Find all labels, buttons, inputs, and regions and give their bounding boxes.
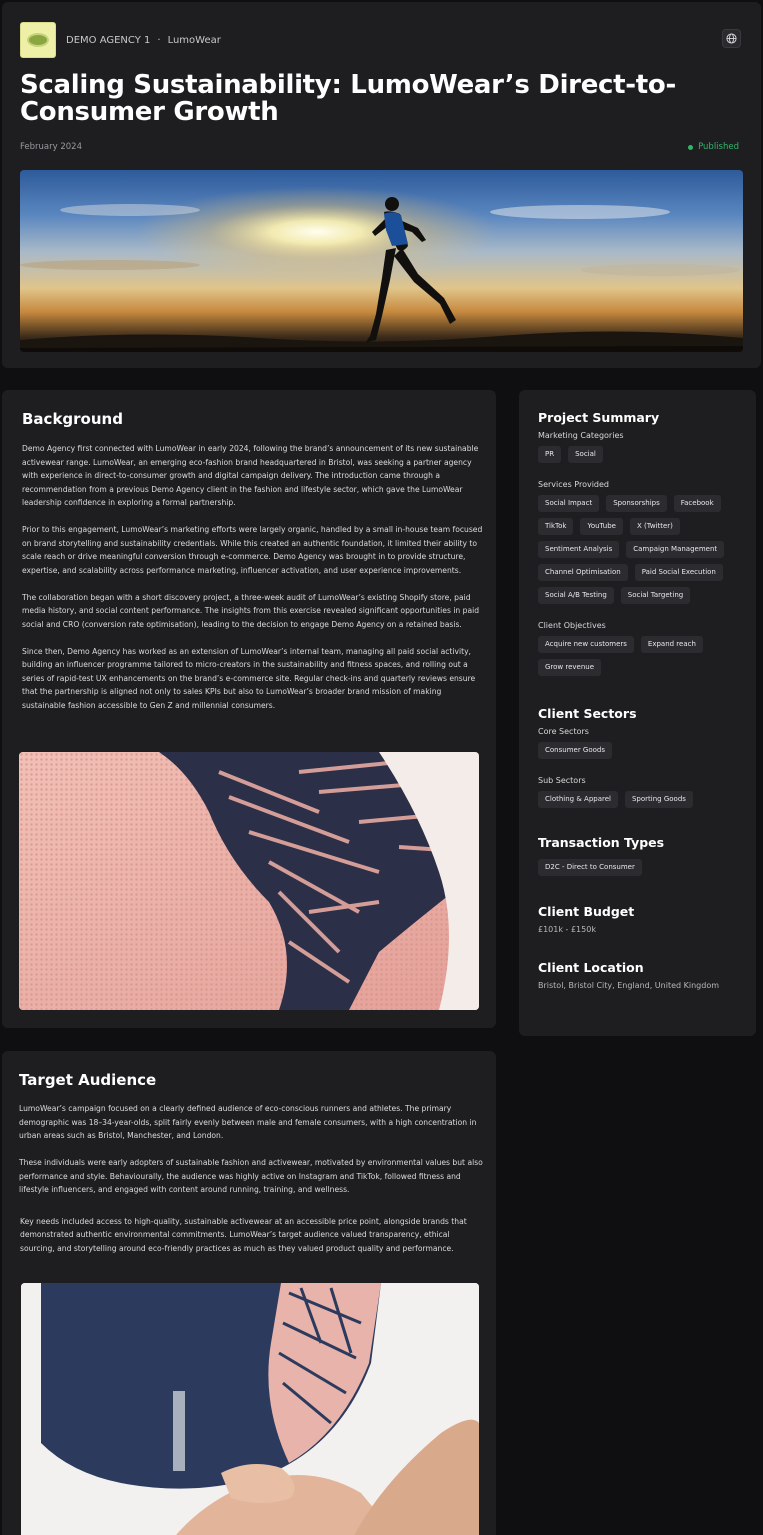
hero-image-runner	[20, 170, 743, 352]
target-paragraph-2: These individuals were early adopters of sustainable fashion and activewear, motivated by environmental values but also performance and style. Behaviourally, the audience was highly active on Instagram and TikTok, followed fitness and lifestyle influencers, and engaged with content around running, training, and wellness.	[19, 1158, 483, 1194]
agency-logo	[20, 22, 56, 58]
client-location-value: Bristol, Bristol City, England, United Kingdom	[538, 981, 720, 990]
client-sectors-heading: Client Sectors	[538, 706, 637, 721]
tag-service: Sentiment Analysis	[538, 541, 619, 558]
agency-name: DEMO AGENCY 1	[66, 34, 151, 46]
publish-date: February 2024	[20, 142, 82, 152]
core-sectors-label: Core Sectors	[538, 727, 589, 736]
client-objectives-tags	[538, 636, 748, 676]
fabric-detail-image	[19, 752, 479, 1010]
target-audience-section	[2, 1051, 496, 1535]
marketing-categories-label: Marketing Categories	[538, 431, 624, 440]
tag-service: Channel Optimisation	[538, 564, 628, 581]
page-title: Scaling Sustainability: LumoWear’s Direct-to-Consumer Growth	[20, 70, 676, 127]
tag-core-sector: Consumer Goods	[538, 742, 612, 759]
background-paragraph-4: Since then, Demo Agency has worked as an extension of LumoWear’s internal team, managing all paid social activity, building an influencer programme tailored to micro-creators in the sustainability and fitness spaces, and rolling out a series of rapid-test UX enhancements on the brand’s e-commerce site. Regular check-ins and quarterly reviews ensure that the partnership is aligned not only to sales KPIs but also to LumoWear’s broader brand mission of making sustainable fashion accessible to Gen Z and millennial consumers.	[22, 646, 476, 710]
brand-row	[20, 22, 221, 58]
tag-transaction-type: D2C - Direct to Consumer	[538, 859, 642, 876]
core-sectors-tags	[538, 742, 748, 759]
separator: ·	[157, 34, 161, 46]
background-heading: Background	[22, 410, 123, 428]
background-paragraph-1: Demo Agency first connected with LumoWear in early 2024, following the brand’s announcement of its new sustainable activewear range. LumoWear, an emerging eco-fashion brand headquartered in Bristol, was seeking a partner agency with experience in direct-to-consumer growth and digital campaign delivery. The introduction came through a recommendation from a previous Demo Agency client in the fashion and lifestyle sector, which gave the LumoWear leadership confidence in exploring a formal partnership.	[22, 444, 479, 507]
tag-service: X (Twitter)	[630, 518, 680, 535]
case-study-header	[2, 2, 761, 368]
project-summary-heading: Project Summary	[538, 410, 660, 425]
tag-service: Sponsorships	[606, 495, 667, 512]
status-dot	[688, 145, 693, 150]
client-budget-value: £101k - £150k	[538, 925, 596, 934]
tag-service: Social Impact	[538, 495, 599, 512]
client-name: LumoWear	[167, 34, 221, 46]
status-label: Published	[698, 142, 739, 152]
tag-service: TikTok	[538, 518, 573, 535]
tag-objective: Expand reach	[641, 636, 703, 653]
status-badge	[688, 142, 739, 152]
tag-service: Facebook	[674, 495, 721, 512]
globe-icon[interactable]	[722, 29, 741, 48]
tag-sub-sector: Clothing & Apparel	[538, 791, 618, 808]
background-paragraph-3: The collaboration began with a short discovery project, a three-week audit of LumoWear’s existing Shopify store, paid media history, and social content performance. The insights from this exercise revealed significant opportunities in paid social and CRO (conversion rate optimisation), leading to the decision to engage Demo Agency on a retained basis.	[22, 592, 480, 629]
leggings-image	[21, 1283, 479, 1535]
target-audience-heading: Target Audience	[19, 1071, 157, 1089]
sub-sectors-label: Sub Sectors	[538, 776, 586, 785]
services-provided-label: Services Provided	[538, 480, 610, 489]
client-budget-heading: Client Budget	[538, 904, 635, 919]
transaction-types-heading: Transaction Types	[538, 835, 665, 850]
tag-pr: PR	[538, 446, 561, 463]
target-paragraph-3: Key needs included access to high-quality, sustainable activewear at an accessible price point, alongside brands that demonstrated authentic environmental commitments. LumoWear’s target audience valued transparency, ethical sourcing, and storytelling around eco-friendly practices as much as they valued product quality and performance.	[20, 1216, 467, 1253]
target-paragraph-1: LumoWear’s campaign focused on a clearly defined audience of eco-conscious runners and athletes. The primary demographic was 18–34-year-olds, split fairly evenly between male and female consumers, with a high concentration in urban areas such as Bristol, Manchester, and London.	[19, 1104, 477, 1140]
tag-service: Paid Social Execution	[635, 564, 723, 581]
project-summary-sidebar	[519, 390, 756, 1036]
marketing-categories-tags	[538, 446, 748, 463]
services-provided-tags	[538, 495, 748, 604]
tag-objective: Acquire new customers	[538, 636, 634, 653]
transaction-types-tags	[538, 859, 748, 876]
tag-social: Social	[568, 446, 603, 463]
tag-service: Social Targeting	[621, 587, 690, 604]
tag-service: Campaign Management	[626, 541, 724, 558]
tag-service: YouTube	[580, 518, 622, 535]
background-section	[2, 390, 496, 1028]
client-objectives-label: Client Objectives	[538, 621, 606, 630]
tag-service: Social A/B Testing	[538, 587, 614, 604]
sub-sectors-tags	[538, 791, 748, 808]
background-paragraph-2: Prior to this engagement, LumoWear’s marketing efforts were largely organic, handled by a small in-house team focused on brand storytelling and sustainability credentials. While this created an authentic foundation, it limited their ability to scale reach or drive meaningful conversion through e-commerce. Demo Agency was brought in to provide structure, expertise, and scalability across performance marketing, influencer activation, and user experience improvements.	[22, 525, 483, 575]
tag-sub-sector: Sporting Goods	[625, 791, 693, 808]
client-location-heading: Client Location	[538, 960, 644, 975]
tag-objective: Grow revenue	[538, 659, 601, 676]
